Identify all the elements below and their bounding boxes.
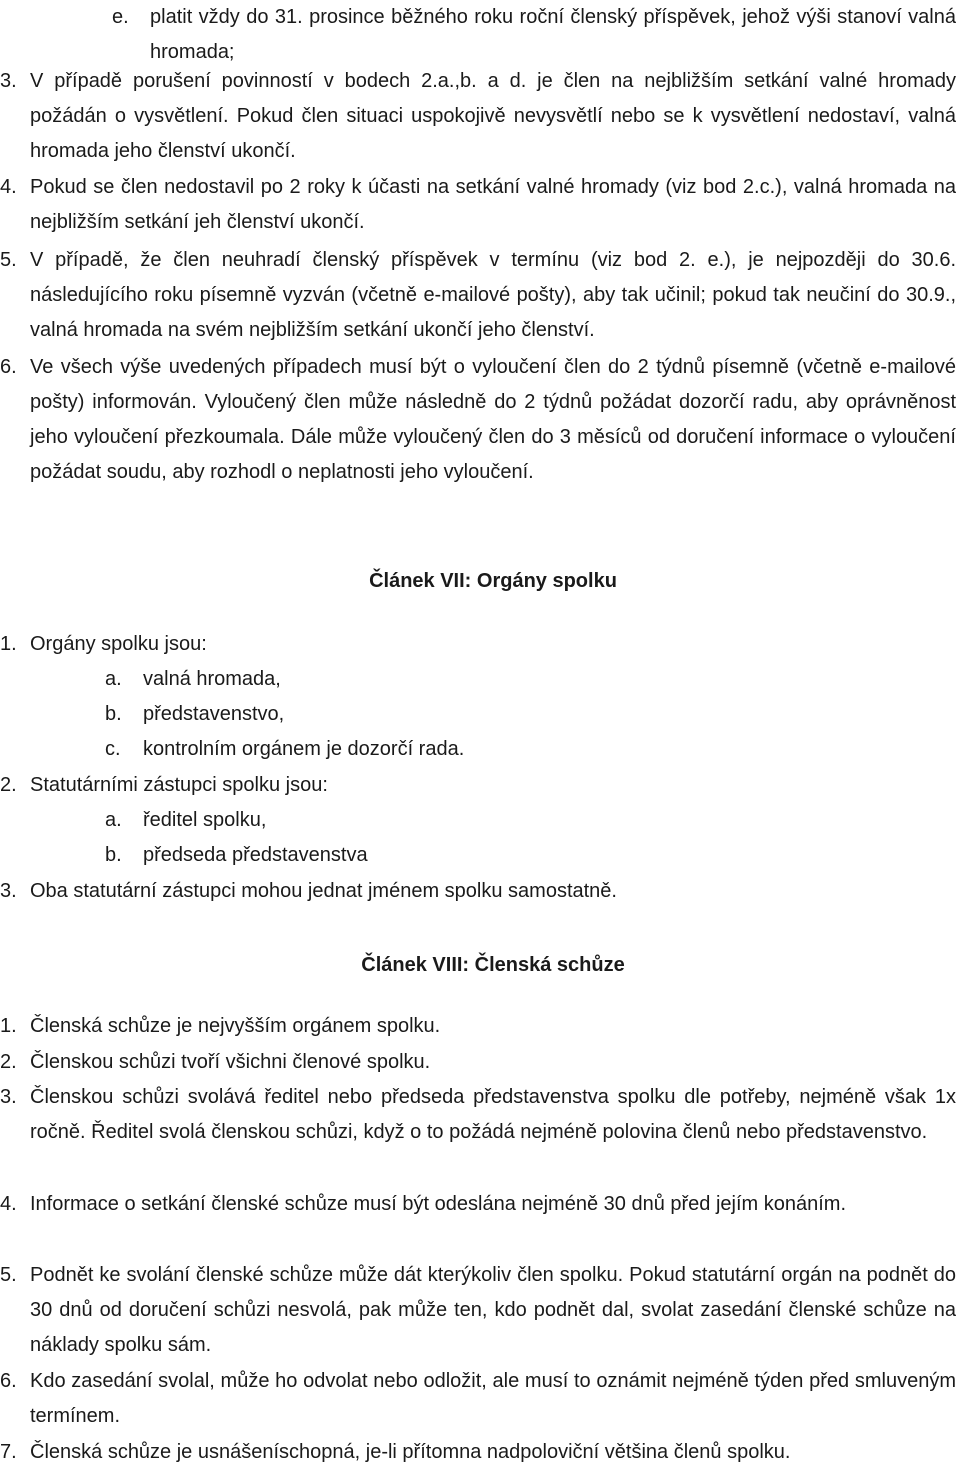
list-item-4 (0, 170, 956, 240)
list-marker: b. (105, 703, 122, 725)
list-marker: a. (105, 809, 122, 831)
article8-item-6 (0, 1364, 956, 1434)
article-7-heading: Článek VII: Orgány spolku (369, 570, 617, 592)
article8-item-1 (0, 1009, 956, 1044)
list-marker: 3. (0, 1086, 17, 1108)
article8-item-5 (0, 1258, 956, 1363)
list-marker: 1. (0, 1015, 17, 1037)
article7-item-3 (0, 874, 956, 909)
article8-item-4 (0, 1187, 956, 1222)
list-item-text: platit vždy do 31. prosince běžného roku roční členský příspěvek, jehož výši stanoví valná hromada; (150, 6, 956, 63)
list-item-text: ředitel spolku, (143, 809, 267, 831)
list-item-text: předseda představenstva (143, 844, 368, 866)
list-item-5 (0, 243, 956, 348)
list-item-e (112, 0, 956, 70)
article7-sub-a2 (105, 803, 267, 838)
list-marker: 5. (0, 249, 17, 271)
list-item-text: Členská schůze je nejvyšším orgánem spolku. (30, 1015, 441, 1037)
list-marker: b. (105, 844, 122, 866)
list-marker: e. (112, 6, 129, 28)
list-marker: 6. (0, 356, 17, 378)
list-marker: a. (105, 668, 122, 690)
list-item-text: V případě porušení povinností v bodech 2.a.,b. a d. je člen na nejbližším setkání valné hromady požádán o vysvětlení. Pokud člen situaci uspokojivě nevysvětlí nebo se k vysvětlení nedostaví, valná hromada jeho členství ukončí. (30, 70, 956, 162)
article7-sub-a (105, 662, 281, 697)
list-item-text: Statutárními zástupci spolku jsou: (30, 774, 328, 796)
article7-item-2 (0, 768, 956, 803)
article7-sub-b2 (105, 838, 368, 873)
article7-sub-b (105, 697, 285, 732)
list-item-text: Pokud se člen nedostavil po 2 roky k účasti na setkání valné hromady (viz bod 2.c.), valná hromada na nejbližším setkání jeh členství ukončí. (30, 176, 956, 233)
article8-item-3 (0, 1080, 956, 1150)
list-marker: c. (105, 738, 121, 760)
list-item-text: Orgány spolku jsou: (30, 633, 207, 655)
list-marker: 4. (0, 176, 17, 198)
list-marker: 4. (0, 1193, 17, 1215)
list-item-text: představenstvo, (143, 703, 285, 725)
list-marker: 3. (0, 880, 17, 902)
article8-item-2 (0, 1045, 956, 1080)
list-item-text: Informace o setkání členské schůze musí být odeslána nejméně 30 dnů před jejím konáním. (30, 1193, 847, 1215)
article8-item-7 (0, 1435, 956, 1470)
list-marker: 7. (0, 1441, 17, 1463)
list-item-3 (0, 64, 956, 169)
list-item-text: Oba statutární zástupci mohou jednat jménem spolku samostatně. (30, 880, 617, 902)
list-marker: 6. (0, 1370, 17, 1392)
list-item-text: Členskou schůzi svolává ředitel nebo předseda představenstva spolku dle potřeby, nejméně však 1x ročně. Ředitel svolá členskou schůzi, když o to požádá nejméně polovina členů nebo představenstvo. (30, 1086, 956, 1143)
list-item-text: Podnět ke svolání členské schůze může dát kterýkoliv člen spolku. Pokud statutární orgán na podnět do 30 dnů od doručení schůzi nesvolá, pak může ten, kdo podnět dal, svolat zasedání členské schůze na náklady spolku sám. (30, 1264, 956, 1356)
list-marker: 2. (0, 1051, 17, 1073)
list-item-6 (0, 350, 956, 490)
list-marker: 3. (0, 70, 17, 92)
list-marker: 5. (0, 1264, 17, 1286)
list-marker: 1. (0, 633, 17, 655)
article7-item-1 (0, 627, 956, 662)
list-item-text: Kdo zasedání svolal, může ho odvolat nebo odložit, ale musí to oznámit nejméně týden před smluveným termínem. (30, 1370, 956, 1427)
list-marker: 2. (0, 774, 17, 796)
article7-sub-c (105, 732, 465, 767)
article-8-heading: Článek VIII: Členská schůze (361, 954, 625, 976)
list-item-text: kontrolním orgánem je dozorčí rada. (143, 738, 465, 760)
list-item-text: Členskou schůzi tvoří všichni členové spolku. (30, 1051, 431, 1073)
list-item-text: Členská schůze je usnášeníschopná, je-li přítomna nadpoloviční většina členů spolku. (30, 1441, 791, 1463)
list-item-text: V případě, že člen neuhradí členský příspěvek v termínu (viz bod 2. e.), je nejpozději do 30.6. následujícího roku písemně vyzván (včetně e-mailové pošty), aby tak učinil; pokud tak neučiní do 30.9., valná hromada na svém nejbližším setkání ukončí jeho členství. (30, 249, 956, 341)
list-item-text: Ve všech výše uvedených případech musí být o vyloučení člen do 2 týdnů písemně (včetně e-mailové pošty) informován. Vyloučený člen může následně do 2 týdnů požádat dozorčí radu, aby oprávněnost jeho vyloučení přezkoumala. Dále může vyloučený člen do 3 měsíců od doručení informace o vyloučení požádat soudu, aby rozhodl o neplatnosti jeho vyloučení. (30, 356, 956, 483)
list-item-text: valná hromada, (143, 668, 281, 690)
